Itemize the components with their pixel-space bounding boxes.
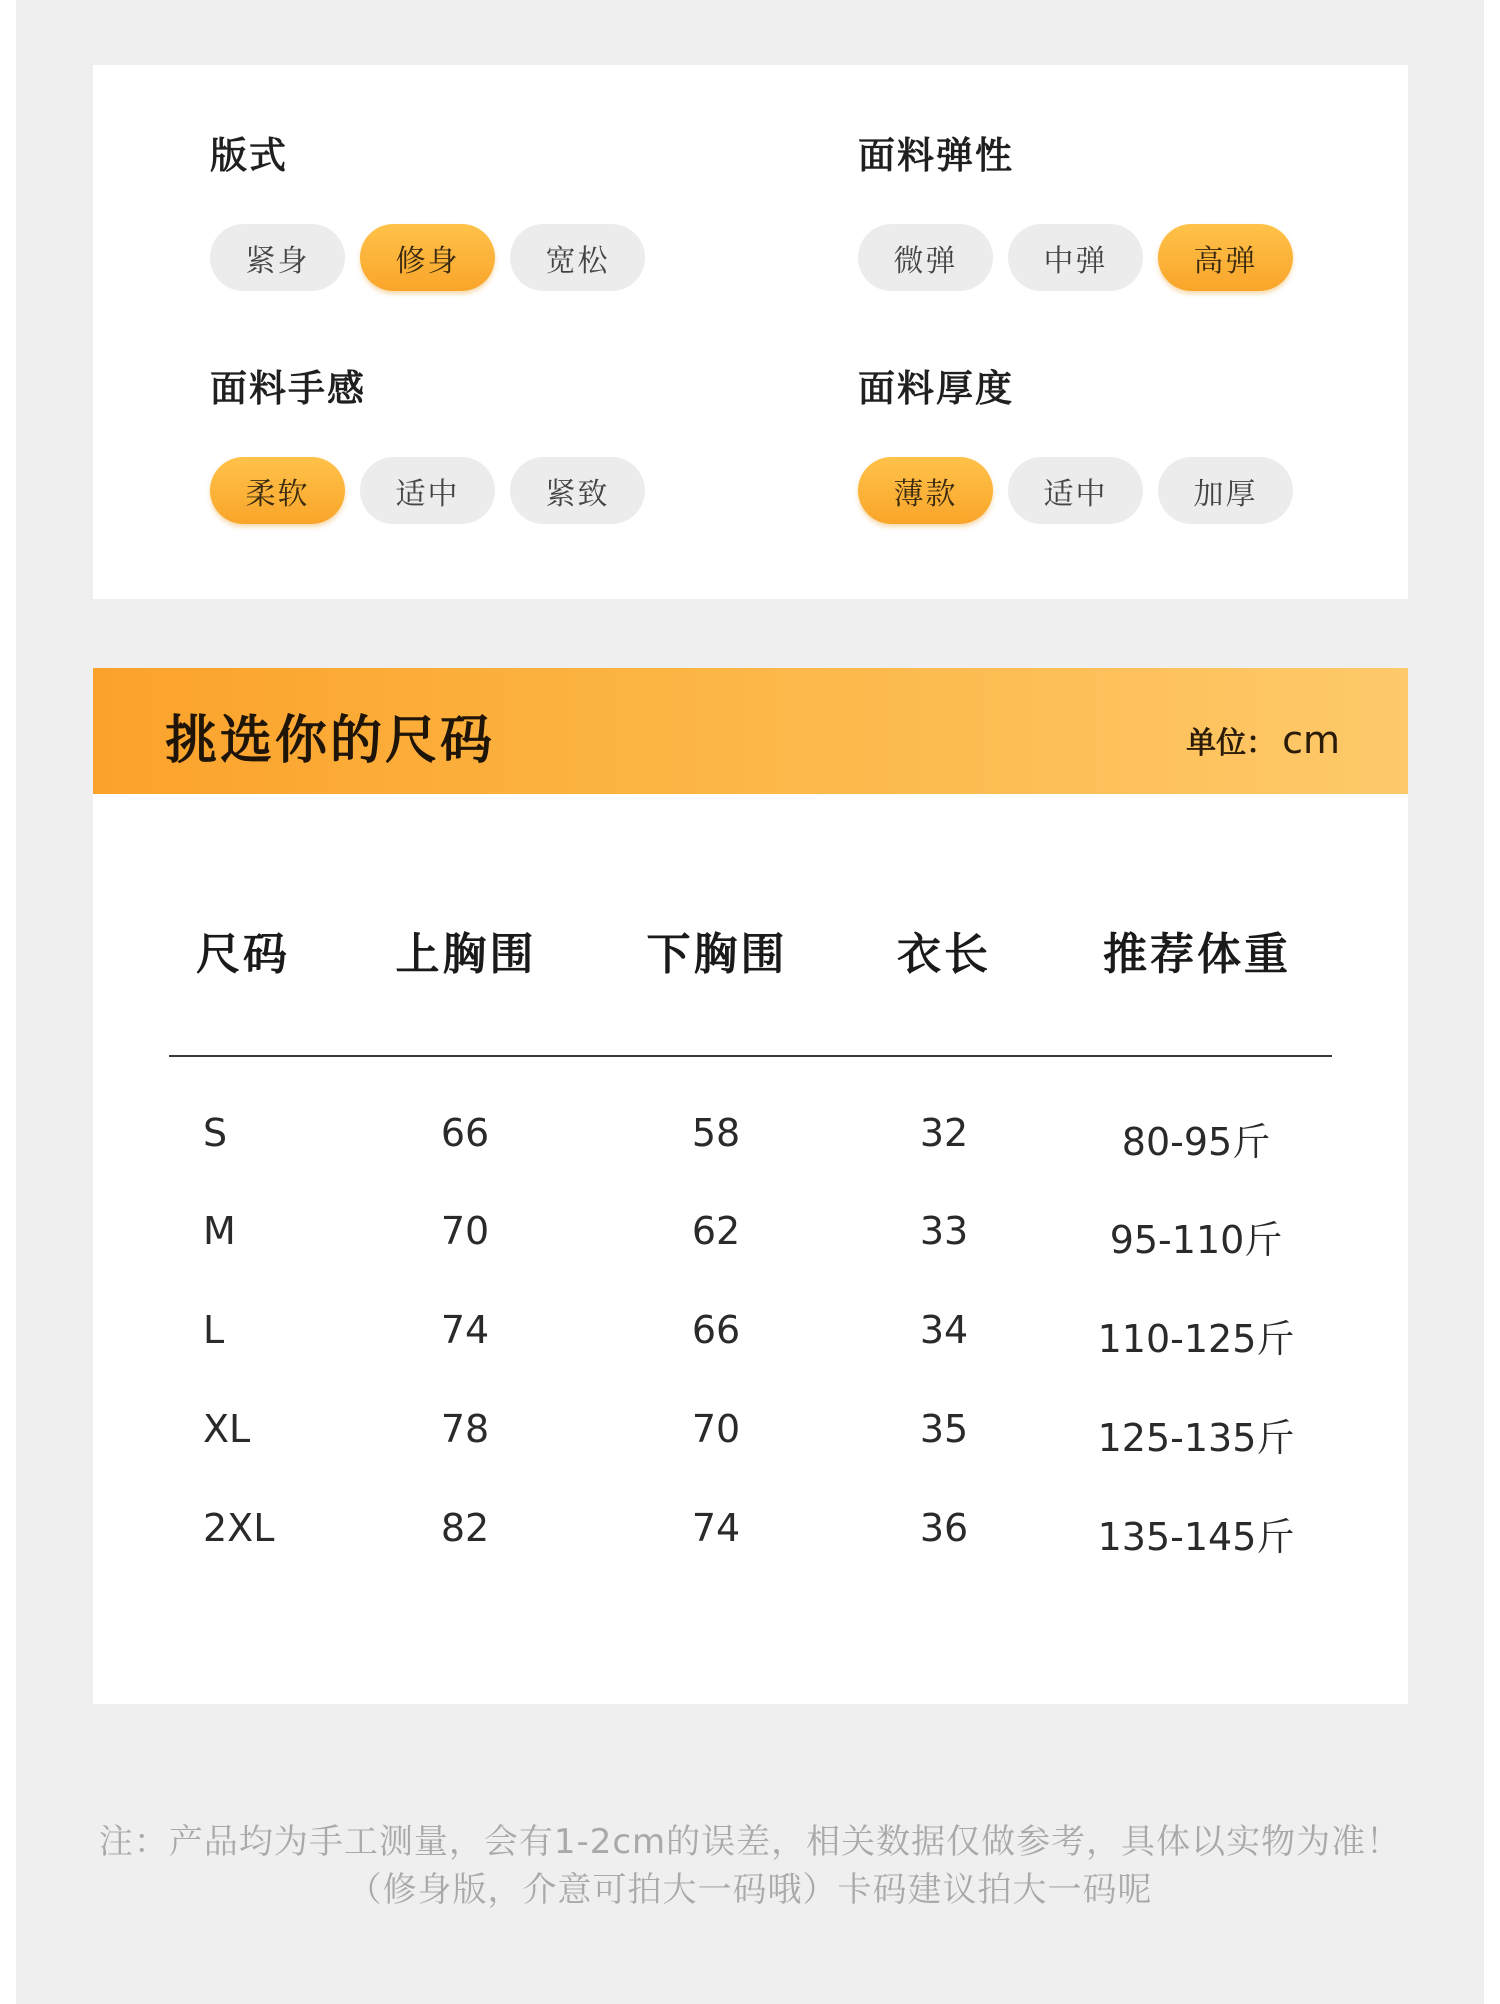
option-chip-firm: 紧致 (510, 457, 645, 524)
option-row (210, 457, 660, 524)
table-row (93, 1308, 1408, 1368)
cell-length: 32 (919, 1111, 969, 1155)
size-table-header (93, 918, 1408, 978)
option-chip-soft-selected: 柔软 (210, 457, 345, 524)
option-chip-slight-stretch: 微弹 (858, 224, 993, 291)
option-chip-moderate: 适中 (360, 457, 495, 524)
size-chart-header (93, 668, 1408, 794)
cell-weight: 80-95斤 (1121, 1120, 1271, 1164)
attribute-group-hand-feel (210, 363, 660, 524)
cell-lower-bust: 62 (691, 1209, 741, 1253)
attribute-title: 版式 (210, 134, 288, 177)
attribute-title: 面料手感 (210, 367, 366, 410)
cell-length: 35 (919, 1407, 969, 1451)
cell-weight: 110-125斤 (1097, 1317, 1295, 1361)
unit-label (1186, 718, 1340, 762)
unit-label-text: 单位： (1186, 726, 1277, 761)
column-header-length: 衣长 (897, 929, 991, 980)
disclaimer-note: 注：产品均为手工测量，会有1-2cm的误差，相关数据仅做参考，具体以实物为准！ (98, 1822, 1402, 1862)
option-chip-medium-thickness: 适中 (1008, 457, 1143, 524)
cell-size: L (203, 1308, 225, 1352)
cell-lower-bust: 58 (691, 1111, 741, 1155)
table-row (93, 1111, 1408, 1171)
cell-upper-bust: 78 (440, 1407, 490, 1451)
cell-lower-bust: 74 (691, 1506, 741, 1550)
cell-length: 34 (919, 1308, 969, 1352)
cell-size: 2XL (203, 1506, 275, 1550)
table-row (93, 1209, 1408, 1269)
cell-weight: 95-110斤 (1109, 1218, 1283, 1262)
cell-upper-bust: 82 (440, 1506, 490, 1550)
option-chip-thick: 加厚 (1158, 457, 1293, 524)
column-header-weight: 推荐体重 (1103, 929, 1291, 980)
cell-size: M (203, 1209, 236, 1253)
table-row (93, 1506, 1408, 1566)
table-row (93, 1407, 1408, 1467)
option-row (210, 224, 660, 291)
product-attributes-card (93, 65, 1408, 599)
attribute-title: 面料厚度 (858, 367, 1014, 410)
option-chip-loose: 宽松 (510, 224, 645, 291)
unit-value: cm (1282, 718, 1340, 762)
cell-upper-bust: 70 (440, 1209, 490, 1253)
cell-length: 33 (919, 1209, 969, 1253)
attribute-title: 面料弹性 (858, 134, 1014, 177)
column-header-upper-bust: 上胸围 (395, 929, 537, 980)
column-header-size: 尺码 (196, 929, 290, 980)
column-header-lower-bust: 下胸围 (646, 929, 788, 980)
attribute-group-thickness (858, 363, 1308, 524)
cell-upper-bust: 74 (440, 1308, 490, 1352)
option-chip-high-stretch-selected: 高弹 (1158, 224, 1293, 291)
option-chip-tight: 紧身 (210, 224, 345, 291)
attribute-group-fit (210, 130, 660, 291)
cell-lower-bust: 66 (691, 1308, 741, 1352)
option-chip-thin-selected: 薄款 (858, 457, 993, 524)
cell-size: S (203, 1111, 228, 1155)
cell-size: XL (203, 1407, 251, 1451)
table-divider (169, 1055, 1332, 1057)
cell-lower-bust: 70 (691, 1407, 741, 1451)
option-chip-slim-selected: 修身 (360, 224, 495, 291)
cell-weight: 135-145斤 (1097, 1515, 1295, 1559)
size-chart-title: 挑选你的尺码 (165, 711, 496, 771)
size-chart-card (93, 668, 1408, 1704)
attribute-group-elasticity (858, 130, 1308, 291)
cell-weight: 125-135斤 (1097, 1416, 1295, 1460)
option-chip-medium-stretch: 中弹 (1008, 224, 1143, 291)
option-row (858, 224, 1308, 291)
option-row (858, 457, 1308, 524)
cell-length: 36 (919, 1506, 969, 1550)
fit-advice-note: （修身版，介意可拍大一码哦）卡码建议拍大一码呢 (347, 1870, 1153, 1910)
cell-upper-bust: 66 (440, 1111, 490, 1155)
